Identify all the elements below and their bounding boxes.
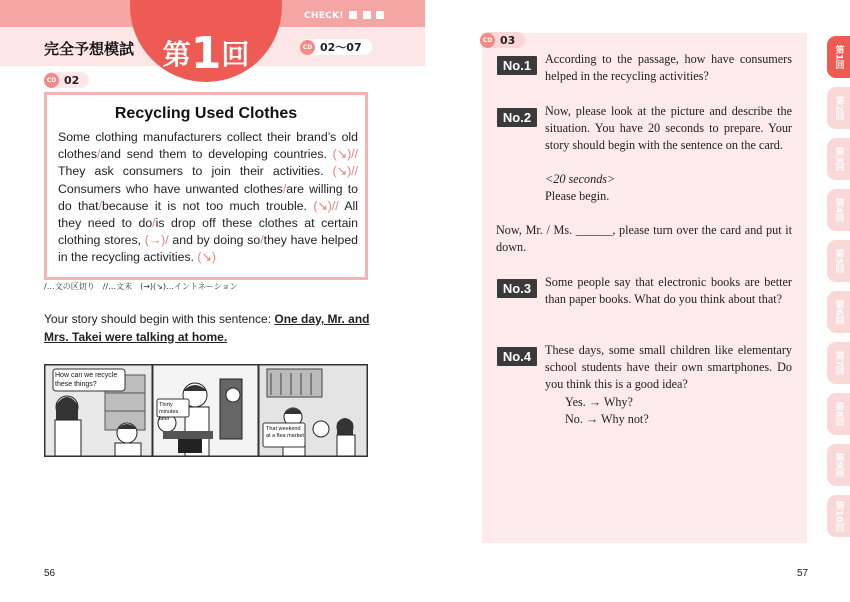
passage-text: All they need to do xyxy=(58,198,359,231)
passage-title: Recycling Used Clothes xyxy=(114,105,298,122)
tab-label: 第1回 xyxy=(833,44,844,70)
no-followup: No. → Why not? xyxy=(565,412,649,426)
tab-label: 第8回 xyxy=(833,401,844,427)
intonation-mark: (→)/ xyxy=(144,233,169,248)
cd-icon: CD xyxy=(44,73,59,88)
q2-text: Now, please look at the picture and describe the situation. You have 20 seconds to prepare. Your story should begin with the sentence on the card. xyxy=(545,104,792,153)
tab-label: 第2回 xyxy=(833,95,844,121)
right-page xyxy=(425,0,850,602)
comic-bubble-3: That weekend at a flea market xyxy=(266,426,304,439)
tab-round-6[interactable] xyxy=(827,291,850,333)
passage-text: Consumers who have unwanted clothes xyxy=(58,181,283,196)
question-cd-track: 03 xyxy=(500,33,516,47)
tab-round-1[interactable] xyxy=(827,36,850,78)
q3-label: No.3 xyxy=(497,279,537,298)
check-box-3[interactable] xyxy=(376,11,384,19)
q4-text: These days, some small children like elementary school students have their own smartphones. Do you think this is a good idea? xyxy=(545,343,792,392)
page-number-left: 56 xyxy=(44,568,56,579)
round-label xyxy=(130,28,282,79)
passage-text: and send them to developing countries. xyxy=(100,147,333,162)
prep-time: <20 seconds> xyxy=(545,172,616,186)
question-cd[interactable] xyxy=(480,32,525,48)
passage-cd-track: 02 xyxy=(64,73,80,87)
intonation-mark: (↘)// xyxy=(332,164,358,179)
tab-round-2[interactable] xyxy=(827,87,850,129)
passage-text: They ask consumers to join their activities. xyxy=(58,164,333,179)
passage-text: are willing to do that xyxy=(58,181,358,213)
passage-text: because it is not too much trouble. xyxy=(101,198,314,213)
q4-label: No.4 xyxy=(497,347,537,366)
cd-track-label: 02〜07 xyxy=(320,41,362,54)
passage-card xyxy=(44,92,368,280)
tab-round-4[interactable] xyxy=(827,189,850,231)
turn-over-instruction: Now, Mr. / Ms. ______, please turn over the card and put it down. xyxy=(496,223,792,255)
q1-label: No.1 xyxy=(497,56,537,75)
round-suffix: 回 xyxy=(221,38,250,71)
comic-bubble-2: Thirty minutes later xyxy=(159,402,179,422)
check-box-1[interactable] xyxy=(349,11,357,19)
round-prefix: 第 xyxy=(162,38,191,71)
intonation-mark: / xyxy=(282,181,287,196)
please-begin: Please begin. xyxy=(545,189,610,203)
tab-round-8[interactable] xyxy=(827,393,850,435)
cd-icon: CD xyxy=(300,40,315,55)
passage-body xyxy=(58,129,358,267)
clothes-rack xyxy=(267,369,322,397)
tab-label: 第5回 xyxy=(833,248,844,274)
q3-text: Some people say that electronic books are better than paper books. What do you think about that? xyxy=(545,275,792,307)
tab-round-10[interactable] xyxy=(827,495,850,537)
tab-label: 第4回 xyxy=(833,197,844,223)
check-box-2[interactable] xyxy=(363,11,371,19)
yes-followup: Yes. → Why? xyxy=(565,395,633,409)
passage-text: Some clothing manufacturers collect their brand’s old clothes xyxy=(58,130,358,162)
tab-label: 第3回 xyxy=(833,146,844,172)
tab-round-9[interactable] xyxy=(827,444,850,486)
intonation-mark: / xyxy=(96,147,101,162)
comic-bubble-1: How can we recycle these things? xyxy=(55,372,118,388)
passage-text: is drop off these clothes at certain clothing stores, xyxy=(58,216,358,248)
round-number: 1 xyxy=(190,28,222,79)
intonation-mark: / xyxy=(98,198,102,213)
tab-label: 第6回 xyxy=(833,299,844,325)
q2-label: No.2 xyxy=(497,108,537,127)
check-boxes xyxy=(304,11,384,21)
passage-text: and by doing so xyxy=(168,233,261,248)
story-instruction xyxy=(44,311,370,346)
intonation-mark: (↘)// xyxy=(332,147,358,162)
q1-text: According to the passage, how have consumers helped in the recycling activities? xyxy=(545,52,792,84)
tab-round-3[interactable] xyxy=(827,138,850,180)
intonation-mark: (↘)// xyxy=(313,198,339,213)
intonation-mark: (↘) xyxy=(197,250,216,265)
passage-text: they have helped in the recycling activities. xyxy=(58,233,358,265)
instruction-sentence: One day, Mr. and Mrs. Takei were talking at home. xyxy=(44,312,370,344)
tab-round-7[interactable] xyxy=(827,342,850,384)
intonation-legend: /…文の区切り //…文末 (→)(↘)…イントネーション xyxy=(44,282,238,291)
cd-icon: CD xyxy=(480,33,495,48)
page-number-right: 57 xyxy=(797,568,809,579)
tab-label: 第10回 xyxy=(833,500,844,532)
instruction-prefix: Your story should begin with this sentence: xyxy=(44,312,275,326)
laptop-drawing xyxy=(178,439,202,453)
intonation-mark: / xyxy=(260,233,264,248)
passage-cd[interactable] xyxy=(44,72,89,88)
tab-label: 第9回 xyxy=(833,452,844,478)
section-title: 完全予想模試 xyxy=(44,40,135,58)
check-label: CHECK! xyxy=(304,11,344,21)
tab-label: 第7回 xyxy=(833,350,844,376)
cd-track-range[interactable] xyxy=(300,39,372,55)
tab-round-5[interactable] xyxy=(827,240,850,282)
comic-strip xyxy=(44,364,368,457)
intonation-mark: / xyxy=(152,216,156,231)
